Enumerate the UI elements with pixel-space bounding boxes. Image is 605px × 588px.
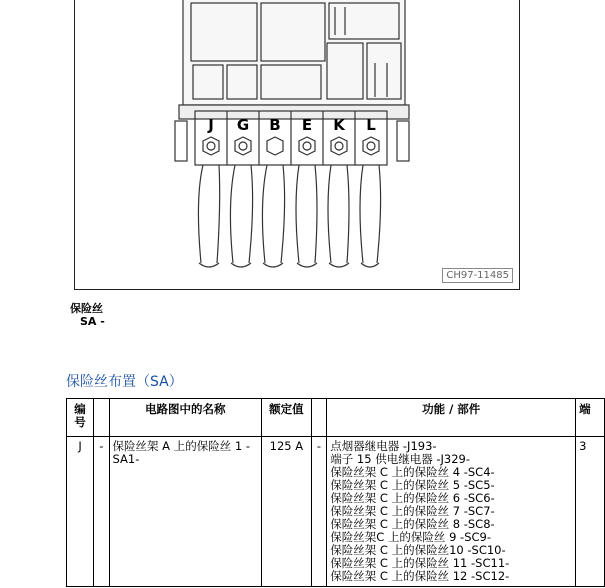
row-name: 保险丝架 A 上的保险丝 1 -SA1- <box>109 437 262 587</box>
function-item: 保险丝架 C 上的保险丝 6 -SC6- <box>330 491 495 505</box>
function-item: 保险丝架 C 上的保险丝 5 -SC5- <box>330 478 495 492</box>
function-item: 端子 15 供电继电器 -J329- <box>330 452 470 466</box>
row-dash: - <box>94 437 110 587</box>
fuse-label-e: E <box>301 116 313 134</box>
row-no: J <box>67 437 94 587</box>
header-spacer <box>311 399 327 437</box>
row-functions <box>327 437 576 587</box>
function-item: 保险丝架 C 上的保险丝 4 -SC4- <box>330 465 495 479</box>
header-rating: 额定值 <box>262 399 312 437</box>
fuse-label-g: G <box>236 116 250 134</box>
row-rating: 125 A <box>262 437 312 587</box>
caption-subtitle: SA - <box>80 315 105 328</box>
table-row <box>67 437 605 587</box>
figure-id-label: CH97-11485 <box>442 268 513 283</box>
function-item: 保险丝架 C 上的保险丝 11 -SC11- <box>330 556 510 570</box>
fuse-box-drawing <box>75 0 521 291</box>
header-name: 电路图中的名称 <box>109 399 262 437</box>
section-title: 保险丝布置（SA） <box>66 374 183 390</box>
function-item: 保险丝架 C 上的保险丝10 -SC10- <box>330 543 506 557</box>
fuse-assignment-table <box>66 398 605 587</box>
fuse-label-l: L <box>366 116 376 134</box>
function-item: 保险丝架 C 上的保险丝 8 -SC8- <box>330 517 495 531</box>
fuse-label-k: K <box>333 116 345 134</box>
header-extra: 端 <box>576 399 605 437</box>
row-dash: - <box>311 437 327 587</box>
fuse-label-b: B <box>269 116 281 134</box>
fuse-box-diagram <box>74 0 520 290</box>
header-no: 编号 <box>67 399 94 437</box>
row-extra: 3 <box>576 437 605 587</box>
table-header-row <box>67 399 605 437</box>
caption-title: 保险丝 <box>70 302 103 315</box>
function-item: 保险丝架 C 上的保险丝 7 -SC7- <box>330 504 495 518</box>
header-spacer <box>94 399 110 437</box>
function-item: 保险丝架C 上的保险丝 9 -SC9- <box>330 530 492 544</box>
fuse-label-j: J <box>208 116 214 134</box>
function-item: 保险丝架 C 上的保险丝 12 -SC12- <box>330 569 510 583</box>
function-item: 点烟器继电器 -J193- <box>330 439 437 453</box>
header-function: 功能 / 部件 <box>327 399 576 437</box>
